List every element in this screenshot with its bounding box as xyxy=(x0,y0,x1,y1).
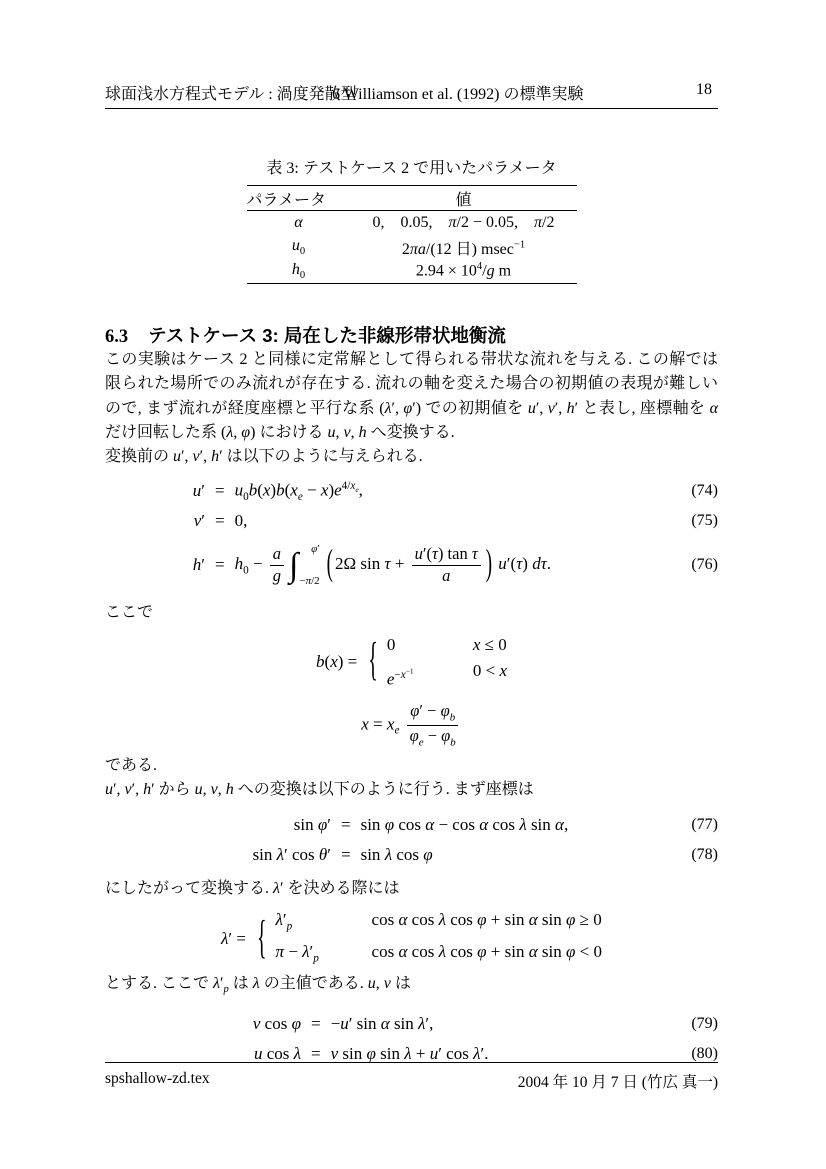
footer-date: 2004 年 10 月 7 日 (竹広 真一) xyxy=(517,1074,718,1091)
parameter-cell: $h_0$ xyxy=(291,260,306,282)
equation-group-74-76 xyxy=(105,476,718,594)
equation-number: (75) xyxy=(691,512,718,530)
case-condition: 0 < x xyxy=(472,660,507,680)
header-section-title: 6 Williamson et al. (1992) の標準実験 xyxy=(332,86,584,103)
equation-number: (74) xyxy=(691,482,718,500)
equation-lhs: u cos λ xyxy=(253,1044,301,1064)
equals-sign: = xyxy=(311,1014,321,1034)
definition-bx xyxy=(105,632,718,692)
equation-74 xyxy=(105,476,718,506)
paragraph-before-eq79: とする. ここで $\lambda'_p$ は λ の主値である. u, v は xyxy=(105,974,411,995)
case-value: $\pi - \lambda'_p$ xyxy=(275,942,319,965)
page-footer xyxy=(105,1062,718,1092)
equation-number: (79) xyxy=(691,1015,718,1033)
equals-sign: = xyxy=(215,481,225,501)
bx-cases xyxy=(387,632,507,692)
equation-lhs: h′ xyxy=(192,555,205,575)
equation-lhs: v′ xyxy=(193,511,205,531)
equation-79 xyxy=(105,1009,718,1039)
case-row xyxy=(387,658,507,692)
definition-x xyxy=(105,701,718,750)
equation-number: (76) xyxy=(691,556,718,574)
parameter-table xyxy=(247,185,577,284)
case-value: $e^{-x^{-1}}$ xyxy=(386,665,414,689)
case-condition: x ≤ 0 xyxy=(472,634,507,654)
equation-rhs: $u_0b(x)b(x_e - x)e^{4/x_e}$, xyxy=(234,479,363,503)
left-brace: { xyxy=(256,912,267,964)
column-header-parameter: パラメータ xyxy=(247,186,351,211)
parameter-cell: α xyxy=(294,214,303,231)
equation-76 xyxy=(105,536,718,594)
paragraph-before-lambda: にしたがって変換する. λ′ を決める際には xyxy=(105,879,400,897)
case-value: 0 xyxy=(386,634,396,654)
case-row xyxy=(387,632,507,658)
paragraph-koko-de: ここで xyxy=(105,604,154,622)
paragraph-before-eq74: 変換前の u′, v′, h′ は以下のように与えられる. xyxy=(105,448,423,466)
section-title: テストケース 3: 局在した非線形帯状地衡流 xyxy=(148,325,506,346)
paragraph-de-aru: である. xyxy=(105,756,158,774)
table-row xyxy=(247,235,577,259)
x-equation-body: $x = x_e$ $\frac{\varphi' - \varphi_b}{\varphi_e - \varphi_b}$ xyxy=(361,701,461,750)
left-brace: { xyxy=(368,634,378,687)
equation-rhs: 0, xyxy=(234,511,248,531)
equation-77 xyxy=(105,810,718,840)
value-cell: 2πa/(12 日) msec$^{-1}$ xyxy=(401,239,526,258)
equation-rhs: sin φ cos α − cos α cos λ sin α, xyxy=(360,814,569,834)
equation-rhs: v sin φ sin λ + u′ cos λ′. xyxy=(330,1044,489,1064)
equation-75 xyxy=(105,506,718,536)
table-caption: 表 3: テストケース 2 で用いたパラメータ xyxy=(266,160,557,177)
equation-lhs: sin φ′ xyxy=(293,814,331,834)
header-doc-title: 球面浅水方程式モデル : 渦度発散型 xyxy=(105,86,357,103)
equation-rhs: $h_0$ − $\frac{a}{g}$ ∫ φ′ −π/2 ( 2Ω sin τ + $\frac{\text{u′(τ) tan τ}}{a}$ ) u′(τ) dτ. xyxy=(234,543,552,588)
case-condition: cos α cos λ cos φ + sin α sin φ ≥ 0 xyxy=(371,909,602,929)
equation-lhs: sin λ′ cos θ′ xyxy=(252,844,331,864)
table-row xyxy=(247,259,577,284)
section-number: 6.3 xyxy=(105,327,129,347)
page-number: 18 xyxy=(696,81,712,98)
lambda-cases xyxy=(276,907,602,972)
equation-number: (77) xyxy=(691,815,718,833)
definition-lambda xyxy=(105,907,718,972)
lambda-lead: λ′ = xyxy=(221,929,246,949)
parameter-cell: $u_0$ xyxy=(291,236,306,258)
equation-number: (78) xyxy=(691,845,718,863)
paragraph-intro: この実験はケース 2 と同様に定常解として得られる帯状な流れを与える. この解では限られた場所でのみ流れが存在する. 流れの軸を変えた場合の初期値の表現が難しいので, まず流れが経度座標と平行な系 (λ′, φ′) での初期値を u′, v′, h′ と表し, 座標軸を α だけ回転した系 (λ, φ) における u, v, h へ変換する. xyxy=(105,351,719,441)
equals-sign: = xyxy=(341,844,351,864)
case-row xyxy=(276,939,602,971)
equation-rhs: sin λ cos φ xyxy=(360,844,433,864)
equals-sign: = xyxy=(311,1044,321,1064)
equals-sign: = xyxy=(341,814,351,834)
running-header xyxy=(105,81,718,109)
case-row xyxy=(276,907,602,939)
equation-group-79-80 xyxy=(105,1009,718,1069)
equals-sign: = xyxy=(215,555,225,575)
table-row xyxy=(247,211,577,236)
value-cell: $2.94 \times 10^4/g$ m xyxy=(415,261,512,280)
value-cell: 0, 0.05, π/2 − 0.05, π/2 xyxy=(372,214,555,231)
footer-filename: spshallow-zd.tex xyxy=(105,1070,210,1087)
parameter-table-block xyxy=(247,155,577,284)
section-heading xyxy=(105,322,718,348)
page-content xyxy=(105,0,718,1076)
equation-number: (80) xyxy=(691,1045,718,1063)
equation-lhs: v cos φ xyxy=(252,1014,301,1034)
equals-sign: = xyxy=(215,511,225,531)
column-header-value: 値 xyxy=(351,186,577,211)
equation-rhs: −u′ sin α sin λ′, xyxy=(330,1014,434,1034)
case-value: $\lambda'_p$ xyxy=(275,909,293,933)
table-header-row xyxy=(247,186,577,211)
equation-78 xyxy=(105,840,718,870)
bx-lead: b(x) = xyxy=(316,651,358,671)
paragraph-before-eq77: u′, v′, h′ から u, v, h への変換は以下のように行う. まず座標は xyxy=(105,781,534,799)
equation-lhs: u′ xyxy=(192,481,205,501)
case-condition: cos α cos λ cos φ + sin α sin φ < 0 xyxy=(371,942,602,962)
equation-group-77-78 xyxy=(105,810,718,870)
